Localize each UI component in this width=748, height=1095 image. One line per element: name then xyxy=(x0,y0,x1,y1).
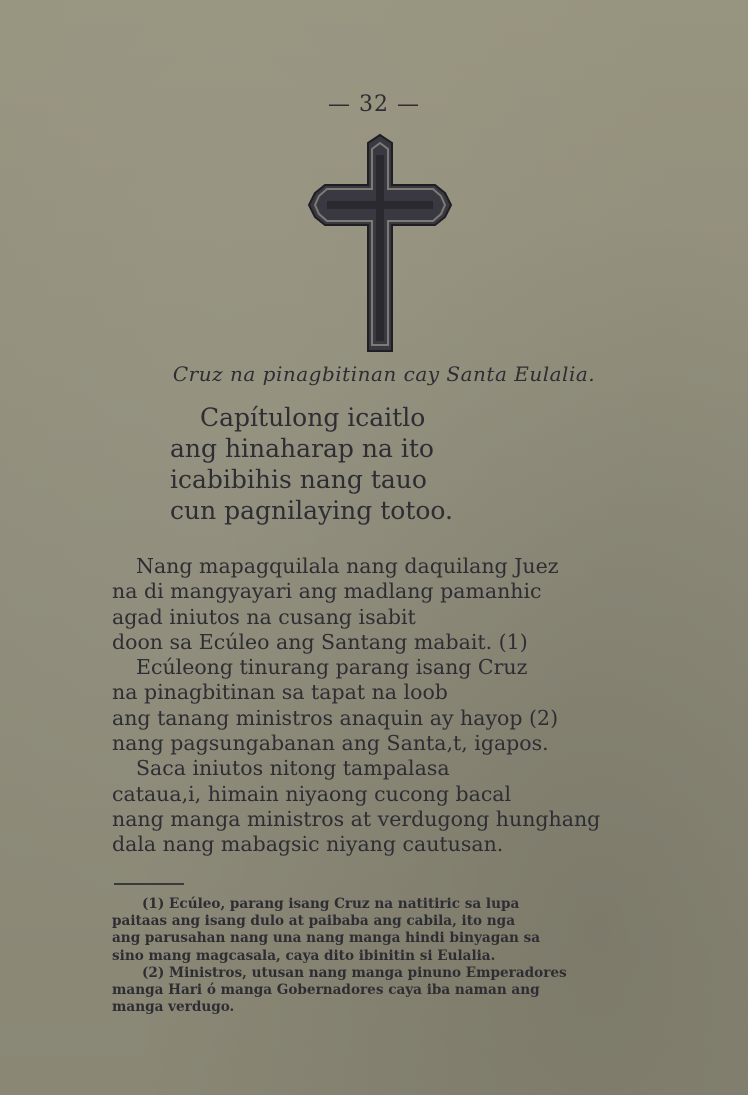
verse-line: Ecúleong tinurang parang isang Cruz xyxy=(136,655,528,680)
verse-line: doon sa Ecúleo ang Santang mabait. (1) xyxy=(112,629,528,654)
verse-line: ang tanang ministros anaquin ay hayop (2) xyxy=(112,705,559,730)
verse-line: agad iniutos na cusang isabit xyxy=(112,604,416,629)
stanza-line: cun pagnilaying totoo. xyxy=(170,496,453,525)
stanza-line: ang hinaharap na ito xyxy=(170,434,434,463)
verse-line: dala nang mabagsic niyang cautusan. xyxy=(112,832,504,857)
verse-line: nang manga ministros at verdugong hunghang xyxy=(112,806,601,831)
footnote-line: paitaas ang isang dulo at paibaba ang cabila, ito nga xyxy=(112,913,516,930)
verse-body xyxy=(112,554,600,858)
footnotes xyxy=(112,896,662,1016)
stanza xyxy=(170,402,453,526)
footnote-line: (1) Ecúleo, parang isang Cruz na natitiric sa lupa xyxy=(142,896,520,912)
verse-line: nang pagsungabanan ang Santa,t, igapos. xyxy=(112,731,549,756)
verse-line: Nang mapagquilala nang daquilang Juez xyxy=(136,554,559,578)
cross-illustration xyxy=(305,133,455,358)
page-number: — 32 — xyxy=(328,92,420,117)
stanza-line: icabibihis nang tauo xyxy=(170,465,427,494)
verse-line: na pinagbitinan sa tapat na loob xyxy=(112,680,448,705)
verse-line: cataua,i, himain niyaong cucong bacal xyxy=(112,781,512,806)
footnote-line: manga verdugo. xyxy=(112,999,235,1016)
illustration-caption: Cruz na pinagbitinan cay Santa Eulalia. xyxy=(172,362,596,386)
stanza-line: Capítulong icaitlo xyxy=(200,403,426,432)
footnote-line: manga Hari ó manga Gobernadores caya iba naman ang xyxy=(112,982,540,999)
footnote-line: ang parusahan nang una nang manga hindi binyagan sa xyxy=(112,930,541,947)
footnote-line: (2) Ministros, utusan nang manga pinuno Emperadores xyxy=(142,964,567,981)
cross-icon xyxy=(305,133,455,358)
footnote-divider xyxy=(114,883,184,885)
footnote-line: sino mang magcasala, caya dito ibinitin si Eulalia. xyxy=(112,947,496,964)
verse-line: na di mangyayari ang madlang pamanhic xyxy=(112,579,542,604)
verse-line: Saca iniutos nitong tampalasa xyxy=(136,756,450,781)
